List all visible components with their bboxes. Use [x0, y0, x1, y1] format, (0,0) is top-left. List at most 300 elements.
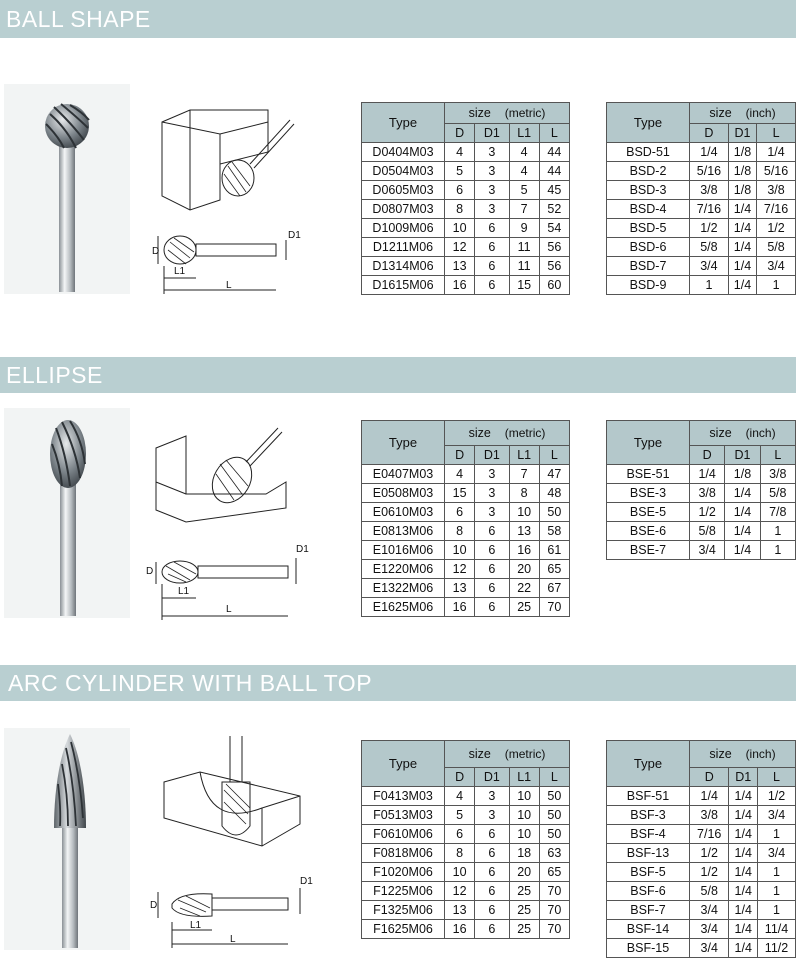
value-cell: 1/4 [728, 200, 756, 219]
value-cell: 3/4 [690, 901, 729, 920]
value-cell: 3/8 [757, 181, 796, 200]
value-cell: 3/4 [758, 806, 796, 825]
table-row [362, 825, 570, 844]
table-row [362, 541, 570, 560]
type-cell: E0508M03 [362, 484, 445, 503]
size-label: size [709, 747, 732, 761]
value-cell: 1/2 [757, 219, 796, 238]
dim-label-l1: L1 [178, 586, 190, 597]
unit-label: (inch) [745, 106, 776, 120]
table-row [607, 181, 796, 200]
col-header: L [539, 124, 569, 143]
table-row [362, 503, 570, 522]
value-cell: 1/4 [729, 825, 758, 844]
value-cell: 6 [445, 825, 475, 844]
value-cell: 5 [509, 181, 539, 200]
type-cell: BSD-6 [607, 238, 690, 257]
table-row [607, 219, 796, 238]
arc-cylinder-metric-table [361, 740, 570, 939]
value-cell: 13 [509, 522, 539, 541]
value-cell: 16 [445, 276, 475, 295]
value-cell: 12 [445, 882, 475, 901]
value-cell: 3/4 [690, 541, 725, 560]
value-cell: 5 [445, 806, 475, 825]
value-cell: 10 [445, 863, 475, 882]
value-cell: 1 [760, 522, 795, 541]
ellipse-burr-photo [4, 408, 130, 618]
value-cell: 48 [539, 484, 569, 503]
value-cell: 15 [509, 276, 539, 295]
value-cell: 58 [539, 522, 569, 541]
type-cell: BSD-7 [607, 257, 690, 276]
type-cell: E1625M06 [362, 598, 445, 617]
value-cell: 6 [475, 579, 509, 598]
value-cell: 1/4 [757, 143, 796, 162]
col-header: L [758, 768, 796, 787]
table-row [607, 844, 796, 863]
col-header: D1 [475, 446, 509, 465]
type-cell: F1325M06 [362, 901, 445, 920]
value-cell: 56 [539, 238, 569, 257]
value-cell: 1 [690, 276, 729, 295]
section-title: ARC CYLINDER WITH BALL TOP [8, 670, 373, 696]
value-cell: 1/8 [728, 181, 756, 200]
type-header: Type [607, 103, 690, 143]
value-cell: 1 [758, 825, 796, 844]
size-label: size [709, 426, 732, 440]
value-cell: 65 [539, 560, 569, 579]
value-cell: 11/4 [758, 920, 796, 939]
value-cell: 16 [509, 541, 539, 560]
value-cell: 70 [539, 920, 569, 939]
type-cell: F0818M06 [362, 844, 445, 863]
table-row [607, 257, 796, 276]
value-cell: 1/4 [728, 219, 756, 238]
value-cell: 44 [539, 162, 569, 181]
value-cell: 50 [539, 806, 569, 825]
table-row [607, 825, 796, 844]
type-cell: D1314M06 [362, 257, 445, 276]
type-cell: BSD-3 [607, 181, 690, 200]
table-row [607, 920, 796, 939]
table-row [362, 806, 570, 825]
col-header: D [445, 124, 475, 143]
type-cell: BSF-51 [607, 787, 690, 806]
value-cell: 7 [509, 465, 539, 484]
value-cell: 1/4 [729, 787, 758, 806]
type-cell: F0610M06 [362, 825, 445, 844]
table-row [607, 787, 796, 806]
value-cell: 3/8 [690, 806, 729, 825]
type-cell: BSE-51 [607, 465, 690, 484]
unit-label: (inch) [745, 747, 776, 761]
value-cell: 6 [475, 920, 509, 939]
type-cell: E1322M06 [362, 579, 445, 598]
value-cell: 6 [475, 541, 509, 560]
value-cell: 1/4 [690, 143, 729, 162]
value-cell: 1/4 [729, 844, 758, 863]
size-header [690, 421, 796, 446]
value-cell: 6 [475, 522, 509, 541]
value-cell: 20 [509, 863, 539, 882]
value-cell: 13 [445, 579, 475, 598]
value-cell: 1/4 [728, 276, 756, 295]
type-cell: D1009M06 [362, 219, 445, 238]
value-cell: 18 [509, 844, 539, 863]
value-cell: 1/4 [725, 541, 760, 560]
dim-label-d1: D1 [300, 876, 313, 887]
col-header: L [539, 768, 569, 787]
size-label: size [468, 106, 491, 120]
value-cell: 3/8 [690, 181, 729, 200]
dim-label-l1: L1 [174, 266, 186, 277]
table-row [607, 200, 796, 219]
type-cell: BSD-2 [607, 162, 690, 181]
col-header: D1 [728, 124, 756, 143]
table-row [607, 939, 796, 958]
unit-label: (inch) [745, 426, 776, 440]
value-cell: 3 [475, 143, 509, 162]
table-row [607, 276, 796, 295]
value-cell: 6 [475, 238, 509, 257]
type-cell: BSF-3 [607, 806, 690, 825]
table-row [362, 143, 570, 162]
table-row [362, 844, 570, 863]
table-row [607, 522, 796, 541]
value-cell: 1/2 [690, 863, 729, 882]
value-cell: 44 [539, 143, 569, 162]
value-cell: 45 [539, 181, 569, 200]
value-cell: 70 [539, 598, 569, 617]
type-cell: BSF-4 [607, 825, 690, 844]
type-cell: BSF-6 [607, 882, 690, 901]
value-cell: 3 [475, 806, 509, 825]
table-row [607, 541, 796, 560]
value-cell: 1/2 [690, 844, 729, 863]
col-header: D1 [475, 768, 509, 787]
value-cell: 4 [445, 465, 475, 484]
value-cell: 1/4 [729, 920, 758, 939]
value-cell: 3 [475, 484, 509, 503]
type-cell: E1220M06 [362, 560, 445, 579]
value-cell: 9 [509, 219, 539, 238]
type-header: Type [362, 741, 445, 787]
value-cell: 3 [475, 787, 509, 806]
type-cell: BSD-4 [607, 200, 690, 219]
type-cell: BSD-9 [607, 276, 690, 295]
value-cell: 5/8 [757, 238, 796, 257]
table-row [607, 882, 796, 901]
col-header: L [757, 124, 796, 143]
type-cell: D1211M06 [362, 238, 445, 257]
type-cell: D0605M03 [362, 181, 445, 200]
size-header [690, 741, 796, 768]
value-cell: 3/4 [758, 844, 796, 863]
value-cell: 25 [509, 882, 539, 901]
type-cell: F1225M06 [362, 882, 445, 901]
value-cell: 3/4 [690, 920, 729, 939]
ellipse-burr-technical-drawing [146, 424, 309, 624]
value-cell: 4 [509, 162, 539, 181]
value-cell: 7/8 [760, 503, 795, 522]
value-cell: 8 [445, 522, 475, 541]
value-cell: 61 [539, 541, 569, 560]
ball-metric-table [361, 102, 570, 295]
value-cell: 11 [509, 257, 539, 276]
table-row [362, 465, 570, 484]
value-cell: 1/2 [690, 219, 729, 238]
value-cell: 1/8 [728, 162, 756, 181]
col-header: L [760, 446, 795, 465]
value-cell: 10 [445, 219, 475, 238]
value-cell: 50 [539, 787, 569, 806]
value-cell: 12 [445, 560, 475, 579]
col-header: L [539, 446, 569, 465]
value-cell: 1 [757, 276, 796, 295]
value-cell: 56 [539, 257, 569, 276]
value-cell: 3 [475, 181, 509, 200]
value-cell: 7/16 [757, 200, 796, 219]
value-cell: 3 [475, 465, 509, 484]
type-cell: F0413M03 [362, 787, 445, 806]
value-cell: 3 [475, 162, 509, 181]
value-cell: 3/4 [690, 257, 729, 276]
dim-label-d: D [150, 900, 158, 911]
unit-label: (metric) [504, 426, 546, 440]
type-cell: BSF-13 [607, 844, 690, 863]
type-header: Type [607, 421, 690, 465]
type-cell: BSF-15 [607, 939, 690, 958]
value-cell: 10 [509, 503, 539, 522]
type-cell: F1020M06 [362, 863, 445, 882]
col-header: D1 [475, 124, 509, 143]
type-cell: D0504M03 [362, 162, 445, 181]
table-row [362, 901, 570, 920]
table-row [607, 238, 796, 257]
value-cell: 15 [445, 484, 475, 503]
value-cell: 1/4 [728, 238, 756, 257]
value-cell: 1/4 [728, 257, 756, 276]
col-header: L1 [509, 446, 539, 465]
section-title: BALL SHAPE [6, 6, 151, 32]
type-cell: F1625M06 [362, 920, 445, 939]
value-cell: 11 [509, 238, 539, 257]
value-cell: 1 [760, 541, 795, 560]
value-cell: 10 [509, 787, 539, 806]
type-cell: BSE-7 [607, 541, 690, 560]
value-cell: 1/4 [725, 484, 760, 503]
value-cell: 5/16 [690, 162, 729, 181]
type-header: Type [607, 741, 690, 787]
unit-label: (metric) [504, 747, 546, 761]
value-cell: 10 [509, 806, 539, 825]
value-cell: 1 [758, 882, 796, 901]
value-cell: 50 [539, 825, 569, 844]
value-cell: 5/16 [757, 162, 796, 181]
table-row [362, 219, 570, 238]
section-title: ELLIPSE [6, 362, 103, 388]
table-row [607, 143, 796, 162]
value-cell: 1/4 [725, 522, 760, 541]
value-cell: 6 [475, 882, 509, 901]
table-row [607, 806, 796, 825]
value-cell: 7/16 [690, 200, 729, 219]
section-header-ball-shape [0, 0, 796, 38]
value-cell: 6 [475, 560, 509, 579]
type-cell: BSE-6 [607, 522, 690, 541]
table-row [362, 162, 570, 181]
value-cell: 1 [758, 863, 796, 882]
type-header: Type [362, 421, 445, 465]
dim-label-d1: D1 [296, 544, 309, 555]
section-header-arc-cylinder [0, 665, 796, 701]
table-row [362, 863, 570, 882]
table-row [362, 787, 570, 806]
value-cell: 12 [445, 238, 475, 257]
value-cell: 3/4 [757, 257, 796, 276]
value-cell: 3/8 [690, 484, 725, 503]
value-cell: 60 [539, 276, 569, 295]
value-cell: 22 [509, 579, 539, 598]
value-cell: 6 [475, 901, 509, 920]
value-cell: 5/8 [690, 522, 725, 541]
value-cell: 25 [509, 920, 539, 939]
value-cell: 1/4 [725, 503, 760, 522]
type-cell: D1615M06 [362, 276, 445, 295]
dim-label-d1: D1 [288, 230, 301, 241]
dim-label-l: L [226, 604, 232, 615]
value-cell: 1/4 [690, 787, 729, 806]
unit-label: (metric) [504, 106, 546, 120]
value-cell: 67 [539, 579, 569, 598]
dim-label-d: D [152, 246, 160, 257]
value-cell: 4 [509, 143, 539, 162]
ellipse-metric-table [361, 420, 570, 617]
section-header-ellipse [0, 357, 796, 393]
value-cell: 3 [475, 503, 509, 522]
type-cell: BSD-51 [607, 143, 690, 162]
value-cell: 6 [475, 844, 509, 863]
ball-inch-table [606, 102, 796, 295]
type-cell: D0807M03 [362, 200, 445, 219]
value-cell: 4 [445, 787, 475, 806]
type-cell: D0404M03 [362, 143, 445, 162]
table-row [607, 863, 796, 882]
value-cell: 1/2 [690, 503, 725, 522]
dim-label-l: L [230, 934, 236, 945]
table-row [607, 901, 796, 920]
type-cell: BSF-14 [607, 920, 690, 939]
value-cell: 13 [445, 257, 475, 276]
size-label: size [709, 106, 732, 120]
value-cell: 6 [475, 825, 509, 844]
col-header: L1 [509, 124, 539, 143]
value-cell: 6 [475, 276, 509, 295]
value-cell: 11/2 [758, 939, 796, 958]
size-header [445, 741, 570, 768]
col-header: D [445, 768, 475, 787]
value-cell: 47 [539, 465, 569, 484]
type-cell: F0513M03 [362, 806, 445, 825]
value-cell: 1 [758, 901, 796, 920]
value-cell: 7/16 [690, 825, 729, 844]
ball-burr-photo [4, 84, 130, 294]
value-cell: 1/2 [758, 787, 796, 806]
table-row [362, 181, 570, 200]
value-cell: 3 [475, 200, 509, 219]
value-cell: 8 [445, 844, 475, 863]
value-cell: 1/4 [729, 939, 758, 958]
value-cell: 1/4 [729, 901, 758, 920]
value-cell: 1/4 [729, 863, 758, 882]
value-cell: 1/4 [690, 465, 725, 484]
value-cell: 1/4 [729, 806, 758, 825]
value-cell: 25 [509, 901, 539, 920]
value-cell: 10 [509, 825, 539, 844]
type-cell: E1016M06 [362, 541, 445, 560]
table-row [362, 522, 570, 541]
table-row [362, 598, 570, 617]
size-header [445, 103, 570, 124]
value-cell: 6 [445, 181, 475, 200]
col-header: D [445, 446, 475, 465]
size-label: size [468, 747, 491, 761]
value-cell: 5/8 [690, 882, 729, 901]
ellipse-inch-table [606, 420, 796, 560]
col-header: D1 [729, 768, 758, 787]
dim-label-d: D [146, 566, 154, 577]
table-row [362, 579, 570, 598]
value-cell: 63 [539, 844, 569, 863]
value-cell: 4 [445, 143, 475, 162]
value-cell: 65 [539, 863, 569, 882]
value-cell: 7 [509, 200, 539, 219]
value-cell: 5/8 [690, 238, 729, 257]
type-cell: BSF-5 [607, 863, 690, 882]
size-header [690, 103, 796, 124]
value-cell: 1/4 [729, 882, 758, 901]
type-cell: E0813M06 [362, 522, 445, 541]
value-cell: 3/4 [690, 939, 729, 958]
table-row [362, 257, 570, 276]
size-header [445, 421, 570, 446]
table-row [362, 560, 570, 579]
value-cell: 5/8 [760, 484, 795, 503]
type-cell: BSE-5 [607, 503, 690, 522]
value-cell: 8 [445, 200, 475, 219]
type-cell: BSE-3 [607, 484, 690, 503]
value-cell: 6 [475, 257, 509, 276]
value-cell: 8 [509, 484, 539, 503]
value-cell: 16 [445, 598, 475, 617]
ball-burr-technical-drawing [150, 100, 300, 300]
col-header: D [690, 124, 729, 143]
table-row [362, 920, 570, 939]
table-row [362, 484, 570, 503]
value-cell: 6 [475, 863, 509, 882]
value-cell: 70 [539, 901, 569, 920]
table-row [362, 238, 570, 257]
col-header: D [690, 446, 725, 465]
table-row [607, 503, 796, 522]
table-row [362, 200, 570, 219]
dim-label-l1: L1 [190, 920, 202, 931]
table-row [607, 465, 796, 484]
value-cell: 5 [445, 162, 475, 181]
type-cell: E0610M03 [362, 503, 445, 522]
value-cell: 50 [539, 503, 569, 522]
value-cell: 16 [445, 920, 475, 939]
